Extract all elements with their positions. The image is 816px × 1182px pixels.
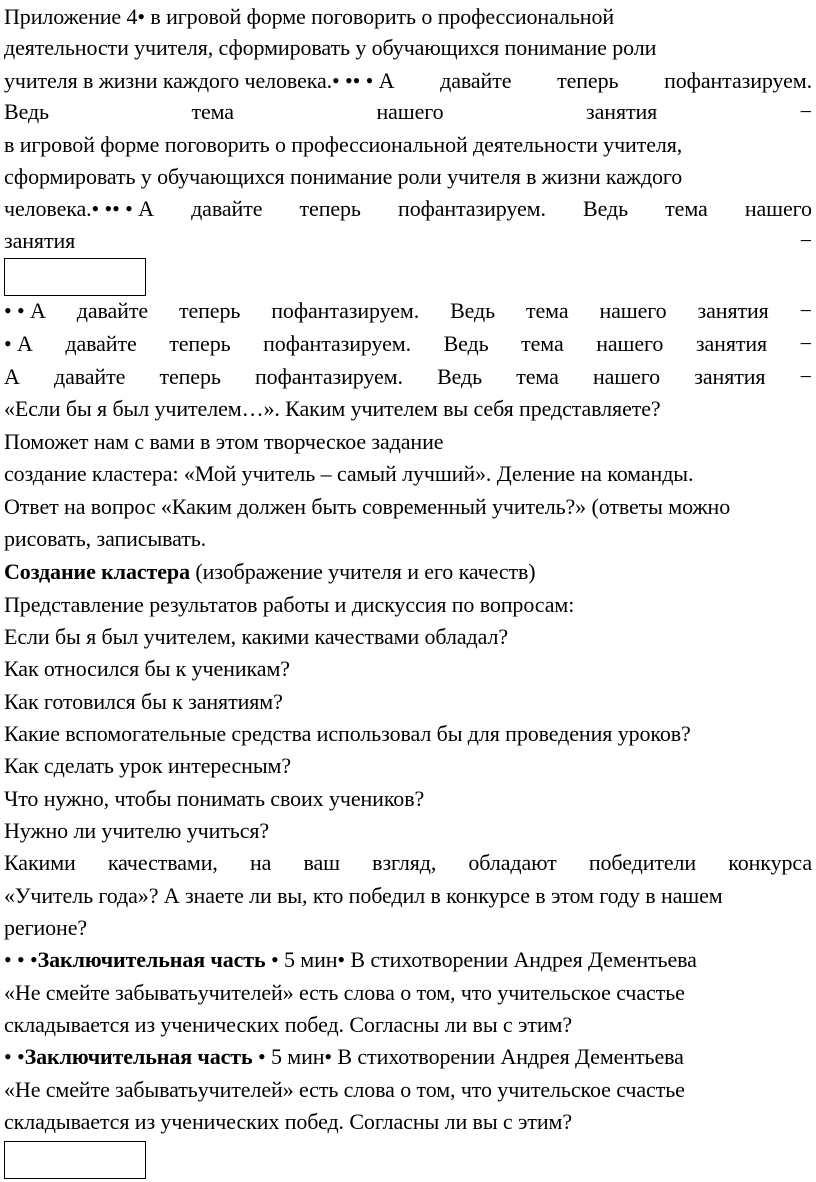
text-line [4,296,812,326]
word: Ведь [583,196,629,221]
word: • • А [4,298,46,323]
word: человека.• •• • А [4,196,154,221]
word: пофантазируем. [263,331,412,356]
text-line [4,329,812,359]
line-text: • • [4,1044,25,1069]
word: Ведь [450,298,496,323]
word: − [799,99,812,124]
text-line: складывается из ученических побед. Согласны ли вы с этим? [4,1012,572,1037]
text-line: Если бы я был учителем, какими качествами обладал? [4,624,508,649]
bold-heading: Заключительная часть [37,947,266,972]
empty-box [4,258,146,296]
word: тема [516,364,559,389]
text-line [4,226,812,256]
text-line: Какие вспомогательные средства использовал бы для проведения уроков? [4,721,691,746]
text-line: Как готовился бы к занятиям? [4,689,283,714]
text-line: Представление результатов работы и дискуссия по вопросам: [4,592,575,617]
word: нашего [376,99,444,124]
text-line: Что нужно, чтобы понимать своих учеников? [4,786,425,811]
text-line: «Не смейте забыватьучителей» есть слова о том, что учительское счастье [4,1077,685,1102]
word: − [799,364,812,389]
text-line [4,1042,684,1072]
text-line: регионе? [4,915,88,940]
word: • А [4,331,33,356]
text-line: сформировать у обучающихся понимание роли учителя в жизни каждого [4,164,683,189]
word: нашего [744,196,812,221]
text-line [4,66,812,96]
word: занятия [4,228,76,253]
word: Ведь [443,331,489,356]
line-text: (изображение учителя и его качеств) [189,559,536,584]
word: занятия [697,298,769,323]
word: учителя в жизни каждого человека.• •• • А [4,68,395,93]
word: А [4,364,20,389]
word: теперь [299,196,361,221]
word: пофантазируем. [255,364,403,389]
word: ваш [303,850,340,875]
word: теперь [159,364,221,389]
text-line: создание кластера: «Мой учитель – самый лучший». Деление на команды. [4,461,694,486]
line-text: • • • [4,947,38,972]
word: занятия [695,331,768,356]
text-line [4,194,812,224]
text-line [4,362,812,392]
text-line [4,945,697,975]
word: Ведь [437,364,483,389]
word: пофантазируем. [664,68,812,93]
line-text: • 5 мин• В стихотворении Андрея Дементьева [265,947,697,972]
word: давайте [65,331,137,356]
text-line: Поможет нам с вами в этом творческое задание [4,429,444,454]
text-line: складывается из ученических побед. Согласны ли вы с этим? [4,1109,572,1134]
word: тема [526,298,569,323]
line-text: • 5 мин• В стихотворении Андрея Дементьева [252,1044,684,1069]
word: взгляд, [372,850,437,875]
text-line [4,848,812,878]
text-line: «Не смейте забыватьучителей» есть слова о том, что учительское счастье [4,980,685,1005]
word: на [249,850,272,875]
word: − [799,228,812,253]
word: обладают [468,850,557,875]
text-line [4,97,812,127]
word: победители [588,850,697,875]
text-line: «Учитель года»? А знаете ли вы, кто победил в конкурсе в этом году в нашем [4,883,723,908]
word: теперь [169,331,231,356]
word: − [799,331,812,356]
text-line: рисовать, записывать. [4,526,207,551]
text-line: Ответ на вопрос «Каким должен быть современный учитель?» (ответы можно [4,494,731,519]
word: конкурса [728,850,812,875]
word: тема [521,331,564,356]
empty-box [4,1141,146,1179]
text-line: «Если бы я был учителем…». Каким учителем вы себя представляете? [4,396,661,421]
word: пофантазируем. [271,298,420,323]
word: теперь [557,68,619,93]
word: пофантазируем. [398,196,546,221]
word: теперь [178,298,241,323]
word: − [799,298,812,323]
bold-heading: Создание кластера [4,559,190,584]
word: Ведь [4,99,49,124]
word: давайте [191,196,263,221]
text-line: Приложение 4• в игровой форме поговорить о профессиональной [4,4,615,29]
word: давайте [440,68,512,93]
word: Какими [4,850,76,875]
text-line: Нужно ли учителю учиться? [4,818,270,843]
text-line: в игровой форме поговорить о профессиональной деятельности учителя, [4,132,683,157]
text-line: Как сделать урок интересным? [4,753,292,778]
word: тема [191,99,234,124]
word: давайте [76,298,149,323]
text-line: Как относился бы к ученикам? [4,656,290,681]
bold-heading: Заключительная часть [24,1044,253,1069]
text-line: деятельности учителя, сформировать у обучающихся понимание роли [4,35,657,60]
word: нашего [592,364,661,389]
word: занятия [694,364,766,389]
word: давайте [53,364,126,389]
word: нашего [599,298,667,323]
word: тема [665,196,708,221]
text-line [4,557,536,587]
word: качествами, [107,850,218,875]
word: занятия [586,99,658,124]
word: нашего [596,331,664,356]
